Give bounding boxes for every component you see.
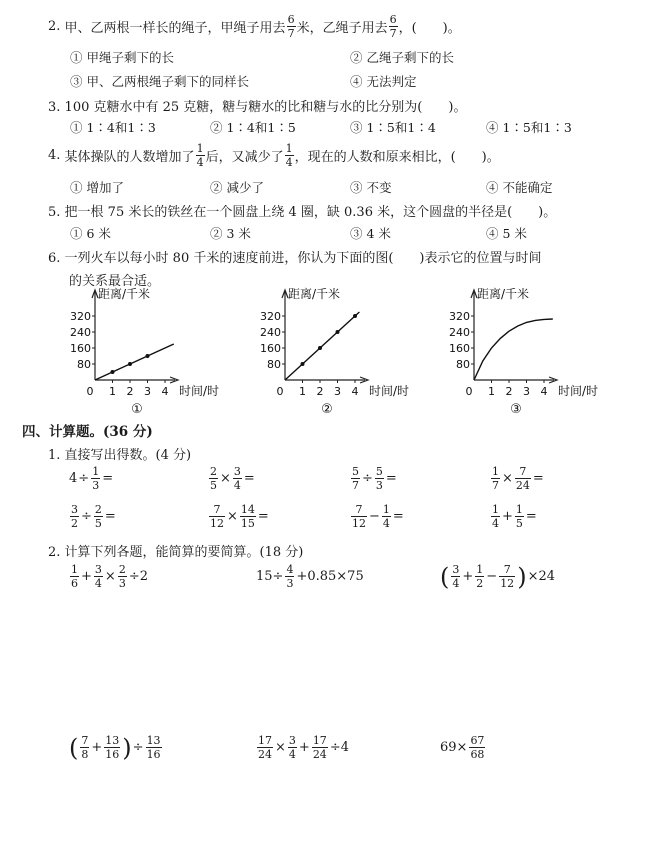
question-text: 一列火车以每小时 80 千米的速度前进，你认为下面的图( )表示它的位置与时间 xyxy=(64,251,542,266)
x-axis-label: 时间/时 xyxy=(369,384,410,398)
expression: 4 ÷ $\frac{1}{3}$ = xyxy=(69,465,114,492)
question-text: 某体操队的人数增加了 xyxy=(64,150,195,165)
question-4 xyxy=(48,143,500,168)
question-text: 米，乙绳子用去 xyxy=(296,21,388,36)
data-point xyxy=(146,354,150,358)
expression: $\frac{7}{12}$ − $\frac{1}{4}$ = xyxy=(352,503,404,530)
question-number: 3. xyxy=(48,100,61,115)
expression: $\frac{17}{24}$ × $\frac{3}{4}$ + $\frac{17}{24}$ ÷4 xyxy=(258,734,349,761)
fraction: $\frac{6}{7}$ xyxy=(389,13,397,40)
x-axis-label: 时间/时 xyxy=(558,384,599,398)
question-2 xyxy=(48,14,461,39)
option[interactable]: ① 增加了 xyxy=(70,180,124,195)
data-point xyxy=(111,370,115,374)
expression: $\frac{5}{7}$ ÷ $\frac{5}{3}$ = xyxy=(352,465,397,492)
y-tick-label: 80 xyxy=(77,358,91,371)
y-tick-label: 240 xyxy=(449,326,470,339)
question-number: 4. xyxy=(48,148,61,163)
option[interactable]: ② 乙绳子剩下的长 xyxy=(350,50,454,65)
option[interactable]: ① 1∶4和1∶3 xyxy=(70,120,156,135)
expression: $\frac{2}{5}$ × $\frac{3}{4}$ = xyxy=(210,465,255,492)
y-tick-label: 80 xyxy=(456,358,470,371)
section-title: 四、计算题。(36 分) xyxy=(22,424,153,440)
x-tick-label: 2 xyxy=(126,385,134,398)
question-text: 甲、乙两根一样长的绳子，甲绳子用去 xyxy=(64,21,286,36)
fraction: $\frac{1}{4}$ xyxy=(285,142,293,169)
question-text: 的关系最合适。 xyxy=(69,274,161,289)
expression: ( $\frac{3}{4}$ + $\frac{1}{2}$ − $\frac{7}{12}$ ) ×24 xyxy=(440,562,555,591)
y-axis-label: 距离/千米 xyxy=(477,287,530,301)
x-tick-label: 1 xyxy=(488,385,495,398)
expression: $\frac{1}{6}$ + $\frac{3}{4}$ × $\frac{2}{3}$ ÷2 xyxy=(71,563,148,590)
question-number: 6. xyxy=(48,251,61,266)
question-text: ，( )。 xyxy=(398,21,461,36)
option[interactable]: ③ 不变 xyxy=(350,180,392,195)
x-tick-label: 0 xyxy=(86,385,94,398)
question-6 xyxy=(48,247,542,266)
graph-3 xyxy=(449,286,598,417)
series-line xyxy=(474,319,553,380)
option[interactable]: ② 1∶4和1∶5 xyxy=(210,120,296,135)
series-line xyxy=(95,344,174,380)
option[interactable]: ② 3 米 xyxy=(210,226,251,241)
fraction: $\frac{6}{7}$ xyxy=(287,13,295,40)
graph-label: ② xyxy=(321,402,333,417)
option[interactable]: ① 6 米 xyxy=(70,226,111,241)
question-text: 100 克糖水中有 25 克糖，糖与糖水的比和糖与水的比分别为( )。 xyxy=(64,100,467,115)
x-tick-label: 4 xyxy=(540,385,548,398)
expression: $\frac{7}{12}$ × $\frac{14}{15}$ = xyxy=(210,503,269,530)
data-point xyxy=(336,330,340,334)
y-tick-label: 160 xyxy=(449,342,470,355)
x-tick-label: 0 xyxy=(276,385,284,398)
y-tick-label: 80 xyxy=(267,358,281,371)
y-axis-label: 距离/千米 xyxy=(288,287,341,301)
option[interactable]: ④ 无法判定 xyxy=(350,74,417,89)
question-3 xyxy=(48,96,466,115)
question-5 xyxy=(48,201,556,220)
y-tick-label: 320 xyxy=(449,310,470,323)
graph-label: ③ xyxy=(510,402,522,417)
question-text: ，现在的人数和原来相比，( )。 xyxy=(294,150,500,165)
y-tick-label: 240 xyxy=(70,326,91,339)
y-tick-label: 240 xyxy=(260,326,281,339)
option[interactable]: ③ 4 米 xyxy=(350,226,391,241)
subsection-title: 1. 直接写出得数。(4 分) xyxy=(48,448,192,463)
expression: $\frac{1}{4}$ + $\frac{1}{5}$ = xyxy=(492,503,537,530)
expression: 69× $\frac{67}{68}$ xyxy=(440,734,485,761)
y-axis-label: 距离/千米 xyxy=(98,287,151,301)
x-tick-label: 2 xyxy=(316,385,324,398)
graph-1 xyxy=(70,286,219,417)
option[interactable]: ④ 1∶5和1∶3 xyxy=(486,120,572,135)
x-tick-label: 4 xyxy=(351,385,359,398)
data-point xyxy=(128,362,132,366)
question-number: 5. xyxy=(48,205,61,220)
subsection-title: 2. 计算下列各题，能简算的要简算。(18 分) xyxy=(48,545,304,560)
expression: ( $\frac{7}{8}$ + $\frac{13}{16}$ ) ÷ $\frac{13}{16}$ xyxy=(69,733,161,762)
data-point xyxy=(318,346,322,350)
expression: 15÷ $\frac{4}{3}$ +0.85×75 xyxy=(256,563,364,590)
x-tick-label: 2 xyxy=(505,385,513,398)
fraction: $\frac{1}{4}$ xyxy=(196,142,204,169)
question-text: 后，又减少了 xyxy=(205,150,284,165)
y-tick-label: 320 xyxy=(70,310,91,323)
x-tick-label: 1 xyxy=(299,385,306,398)
question-text: 把一根 75 米长的铁丝在一个圆盘上绕 4 圈，缺 0.36 米，这个圆盘的半径是( )。 xyxy=(64,205,557,220)
question-number: 2. xyxy=(48,19,61,34)
graph-2 xyxy=(260,286,409,417)
x-tick-label: 0 xyxy=(465,385,473,398)
x-axis-label: 时间/时 xyxy=(179,384,220,398)
expression: $\frac{1}{7}$ × $\frac{7}{24}$ = xyxy=(492,465,544,492)
y-tick-label: 160 xyxy=(260,342,281,355)
data-point xyxy=(301,362,305,366)
option[interactable]: ③ 1∶5和1∶4 xyxy=(350,120,436,135)
graphs xyxy=(0,282,652,418)
option[interactable]: ③ 甲、乙两根绳子剩下的同样长 xyxy=(70,74,249,89)
option[interactable]: ④ 5 米 xyxy=(486,226,527,241)
x-tick-label: 3 xyxy=(523,385,530,398)
option[interactable]: ④ 不能确定 xyxy=(486,180,553,195)
data-point xyxy=(353,314,357,318)
graph-label: ① xyxy=(131,402,143,417)
option[interactable]: ② 减少了 xyxy=(210,180,264,195)
x-tick-label: 1 xyxy=(109,385,116,398)
option[interactable]: ① 甲绳子剩下的长 xyxy=(70,50,174,65)
expression: $\frac{3}{2}$ ÷ $\frac{2}{5}$ = xyxy=(71,503,116,530)
series-line xyxy=(285,312,359,380)
x-tick-label: 3 xyxy=(144,385,151,398)
x-tick-label: 4 xyxy=(161,385,169,398)
y-tick-label: 160 xyxy=(70,342,91,355)
y-tick-label: 320 xyxy=(260,310,281,323)
x-tick-label: 3 xyxy=(334,385,341,398)
